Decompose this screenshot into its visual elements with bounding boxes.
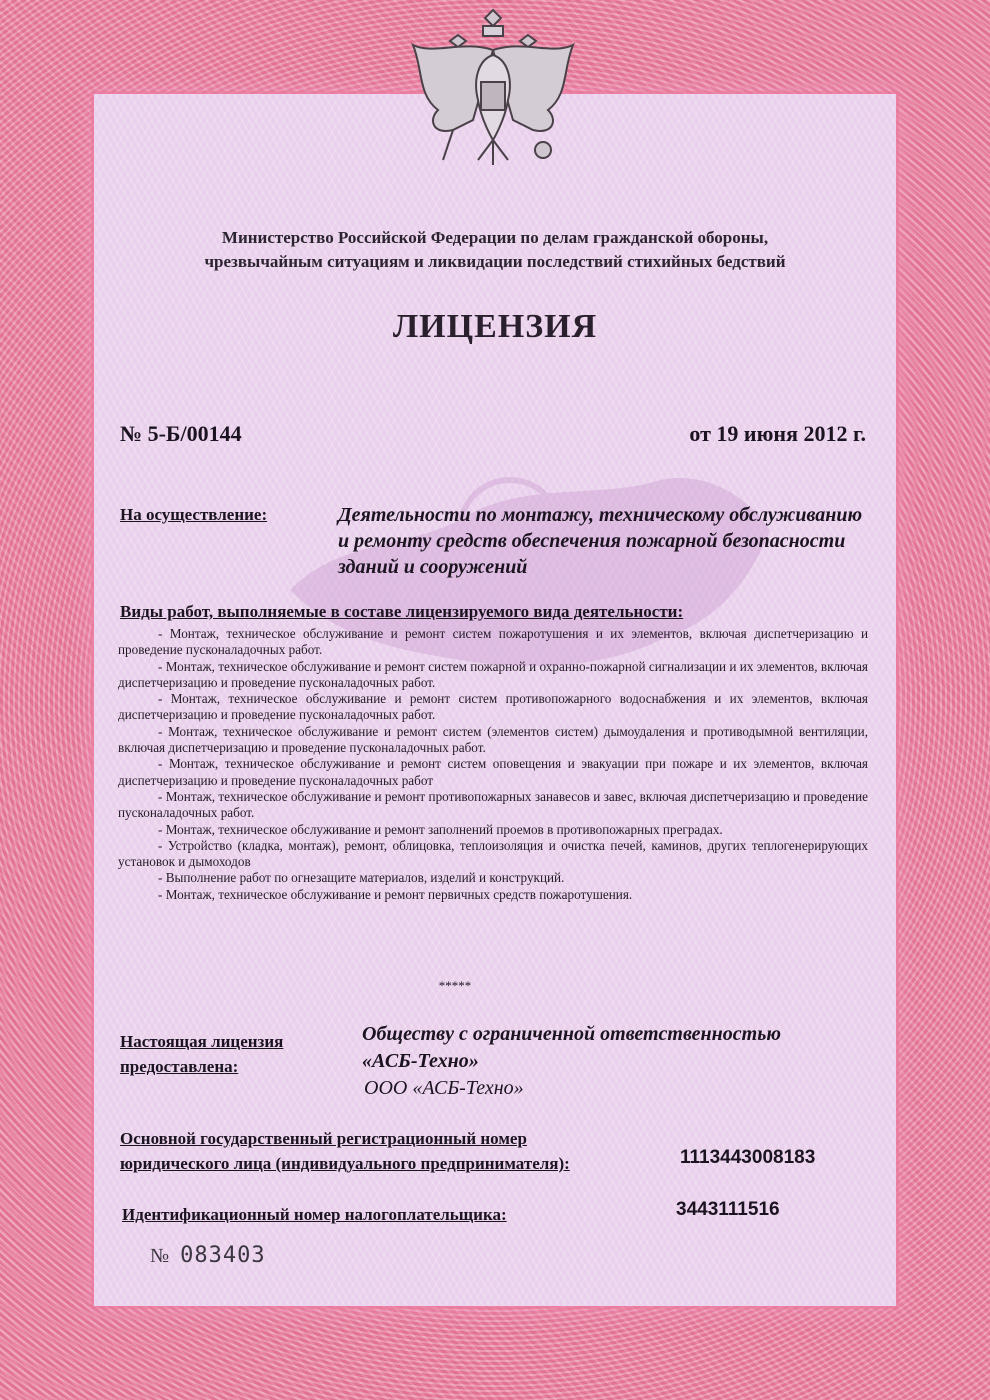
work-item: - Монтаж, техническое обслуживание и ремонт заполнений проемов в противопожарных преградах. — [158, 821, 723, 837]
blank-number: 083403 — [180, 1243, 266, 1268]
ogrn-value: 1113443008183 — [680, 1147, 816, 1168]
license-number: № 5-Б/00144 — [120, 421, 242, 446]
work-item: - Монтаж, техническое обслуживание и ремонт противопожарных занавесов и завес, включая диспетчеризацию и проведение пусконаладочных работ. — [118, 788, 868, 821]
licensee — [362, 1021, 882, 1102]
granted-label-line-1: Настоящая лицензия — [120, 1032, 284, 1051]
granted-label — [120, 1029, 340, 1079]
work-item: - Монтаж, техническое обслуживание и ремонт систем оповещения и эвакуации при пожаре и их элементов, включая диспетчеризацию и проведение пусконаладочных работ — [118, 756, 868, 788]
licensee-full-name-line-2: «АСБ-Техно» — [362, 1050, 479, 1072]
ministry-line-1: Министерство Российской Федерации по делам гражданской обороны, — [221, 228, 769, 247]
license-date: от 19 июня 2012 г. — [689, 421, 866, 446]
ogrn-label-line-2: юридического лица (индивидуального предпринимателя): — [120, 1154, 570, 1173]
work-item: - Выполнение работ по огнезащите материалов, изделий и конструкций. — [158, 870, 565, 886]
work-item: - Монтаж, техническое обслуживание и ремонт систем (элементов систем) дымоудаления и противодымной вентиляции, включая диспетчеризацию и проведение пусконаладочных работ. — [118, 723, 868, 756]
ogrn-label — [120, 1126, 680, 1176]
ministry-header — [120, 226, 870, 274]
double-headed-eagle-emblem — [393, 0, 593, 190]
activity-label: На осуществление: — [120, 505, 268, 524]
document-title: ЛИЦЕНЗИЯ — [392, 308, 598, 345]
blank-serial-number — [150, 1243, 266, 1268]
ogrn-label-line-1: Основной государственный регистрационный номер — [120, 1129, 527, 1148]
work-item: - Монтаж, техническое обслуживание и ремонт систем пожарной и охранно-пожарной сигнализации и их элементов, включая диспетчеризацию и проведение пусконаладочных работ. — [118, 658, 868, 690]
work-item: - Устройство (кладка, монтаж), ремонт, облицовка, теплоизоляция и очистка печей, каминов, других теплогенерирующих установок и дымоходов — [118, 837, 868, 870]
work-item: - Монтаж, техническое обслуживание и ремонт систем пожаротушения и их элементов, включая диспетчеризацию и проведение пусконаладочных работ. — [118, 626, 868, 658]
work-item: - Монтаж, техническое обслуживание и ремонт систем противопожарного водоснабжения и их элементов, включая диспетчеризацию и проведение пусконаладочных работ. — [118, 691, 868, 723]
licensee-full-name-line-1: Обществу с ограниченной ответственностью — [362, 1023, 781, 1045]
activity-description: Деятельности по монтажу, техническому обслуживанию и ремонту средств обеспечения пожарной безопасности зданий и сооружений — [338, 504, 863, 578]
granted-label-line-2: предоставлена: — [120, 1057, 239, 1076]
ministry-line-2: чрезвычайным ситуациям и ликвидации последствий стихийных бедствий — [204, 252, 786, 271]
inn-label: Идентификационный номер налогоплательщика: — [122, 1205, 507, 1224]
works-title: Виды работ, выполняемые в составе лицензируемого вида деятельности: — [120, 602, 684, 621]
licensee-short-name: ООО «АСБ-Техно» — [364, 1077, 524, 1099]
work-item: - Монтаж, техническое обслуживание и ремонт первичных средств пожаротушения. — [158, 886, 633, 902]
separator-stars: ***** — [438, 978, 472, 993]
number-sign: № — [150, 1245, 171, 1267]
works-list — [118, 626, 868, 903]
inn-value: 3443111516 — [676, 1199, 780, 1220]
